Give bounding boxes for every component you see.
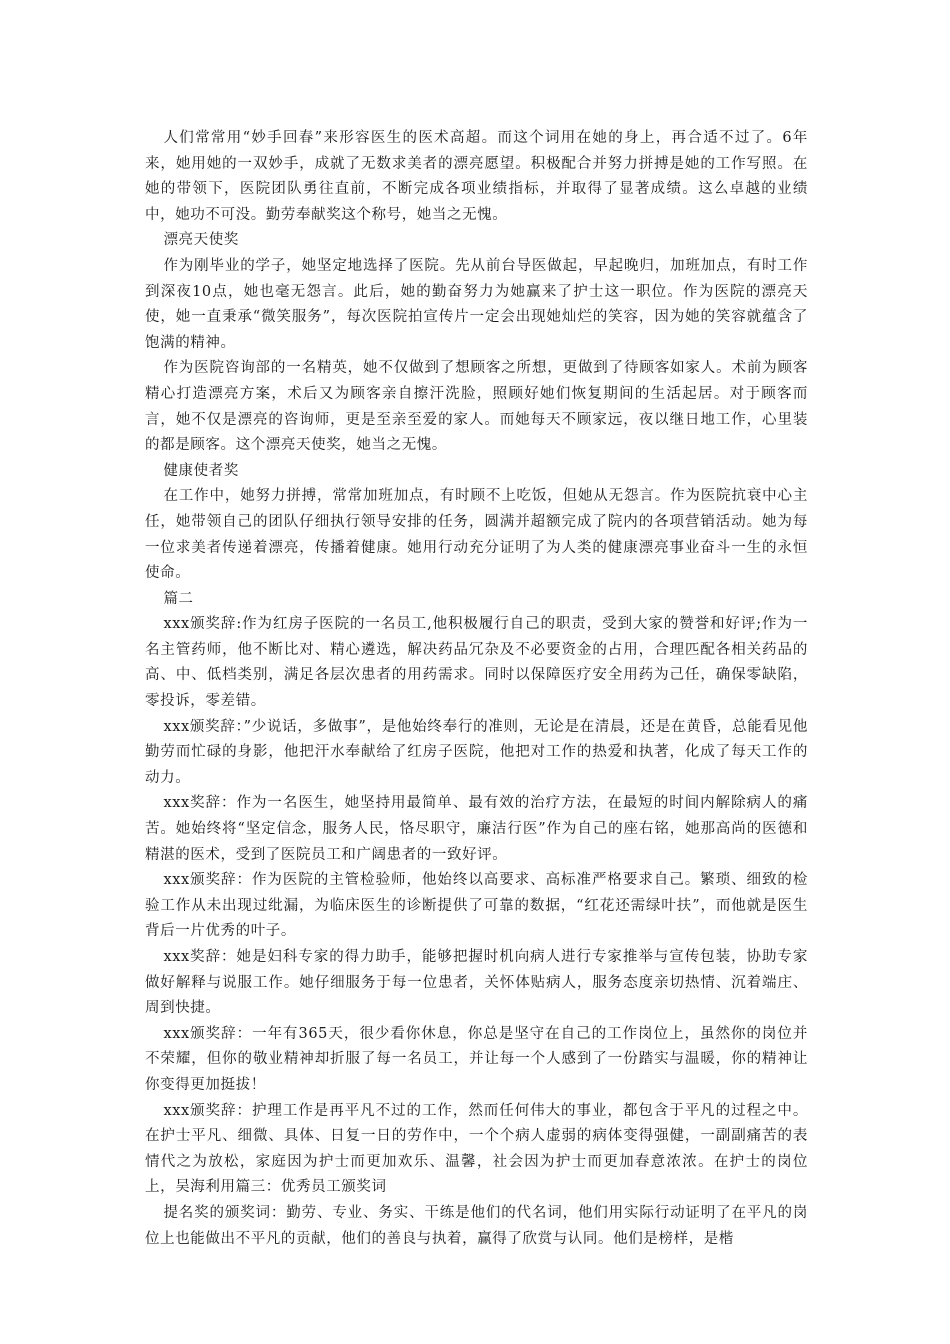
heading-health-envoy-award: 健康使者奖	[163, 462, 239, 479]
paragraph-beauty-angel-1: 作为刚毕业的学子，她坚定地选择了医院。先从前台导医做起，早起晚归，加班加点，有时工作到深夜10点，她也毫无怨言。此后，她的勤奋努力为她赢来了护士这一职位。作为医院的漂亮天使，她一直秉承“微笑服务”，每次医院拍宣传片一定会出现她灿烂的笑容，因为她的笑容就蕴含了饱满的精神。	[145, 257, 808, 351]
paragraph-health-envoy: 在工作中，她努力拼搏，常常加班加点，有时顾不上吃饭，但她从无怨言。作为医院抗衰中心主任，她带领自己的团队仔细执行领导安排的任务，圆满并超额完成了院内的各项营销活动。她为每一位求美者传递着漂亮，传播着健康。她用行动充分证明了为人类的健康漂亮事业奋斗一生的永恒使命。	[145, 488, 808, 582]
paragraph-award-assistant: xxx奖辞：她是妇科专家的得力助手，能够把握时机向病人进行专家推举与宣传包装，协助专家做好解释与说服工作。她仔细服务于每一位患者，关怀体贴病人，服务态度亲切热情、沉着端庄、周到快捷。	[145, 949, 808, 1017]
paragraph-intro: 人们常常用“妙手回春”来形容医生的医术高超。而这个词用在她的身上，再合适不过了。6年来，她用她的一双妙手，成就了无数求美者的漂亮愿望。积极配合并努力拼搏是她的工作写照。在她的带领下，医院团队勇往直前，不断完成各项业绩指标，并取得了显著成绩。这么卓越的业绩中，她功不可没。勤劳奉献奖这个称号，她当之无愧。	[145, 130, 808, 223]
paragraph-award-pharmacist: xxx颁奖辞:作为红房子医院的一名员工,他积极履行自己的职责，受到大家的赞誉和好评;作为一名主管药师，他不断比对、精心遴选，解决药品冗杂及不必要资金的占用，合理匹配各相关药品的高、中、低档类别，满足各层次患者的用药需求。同时以保障医疗安全用药为己任，确保零缺陷，零投诉，零差错。	[145, 616, 808, 710]
paragraph-nomination-award: 提名奖的颁奖词：勤劳、专业、务实、干练是他们的代名词，他们用实际行动证明了在平凡的岗位上也能做出不平凡的贡献，他们的善良与执着，赢得了欣赏与认同。他们是榜样，是楷	[145, 1204, 808, 1247]
paragraph-award-doctor: xxx奖辞：作为一名医生，她坚持用最简单、最有效的治疗方法，在最短的时间内解除病人的痛苦。她始终将“坚定信念，服务人民，恪尽职守，廉洁行医”作为自己的座右铭，她那高尚的医德和精湛的医术，受到了医院员工和广阔患者的一致好评。	[145, 795, 808, 863]
paragraph-award-lab-technician: xxx颁奖辞：作为医院的主管检验师，他始终以高要求、高标准严格要求自己。繁琐、细致的检验工作从未出现过纰漏，为临床医生的诊断提供了可靠的数据，“红花还需绿叶扶”，而他就是医生背后一片优秀的叶子。	[145, 872, 808, 940]
heading-beauty-angel-award: 漂亮天使奖	[163, 232, 239, 249]
document-body	[145, 126, 808, 1252]
heading-part-two: 篇二	[163, 590, 194, 607]
paragraph-award-nursing: xxx颁奖辞：护理工作是再平凡不过的工作，然而任何伟大的事业，都包含于平凡的过程之中。在护士平凡、细微、具体、日复一日的劳作中，一个个病人虚弱的病体变得强健，一副副痛苦的表情代之为放松，家庭因为护士而更加欢乐、温馨，社会因为护士而更加春意浓浓。在护士的岗位上，吴海利用篇三：优秀员工颁奖词	[145, 1102, 808, 1196]
paragraph-award-diligent: xxx颁奖辞：”少说话，多做事”，是他始终奉行的准则，无论是在清晨，还是在黄昏，总能看见他勤劳而忙碌的身影，他把汗水奉献给了红房子医院，他把对工作的热爱和执著，化成了每天工作的动力。	[145, 718, 808, 786]
paragraph-award-dedication: xxx颁奖辞：一年有365天，很少看你休息，你总是坚守在自己的工作岗位上，虽然你的岗位并不荣耀，但你的敬业精神却折服了每一名员工，并让每一个人感到了一份踏实与温暖，你的精神让你变得更加挺拔！	[145, 1025, 808, 1093]
paragraph-beauty-angel-2: 作为医院咨询部的一名精英，她不仅做到了想顾客之所想，更做到了待顾客如家人。术前为顾客精心打造漂亮方案，术后又为顾客亲自擦汗洗脸，照顾好她们恢复期间的生活起居。对于顾客而言，她不仅是漂亮的咨询师，更是至亲至爱的家人。而她每天不顾家远，夜以继日地工作，心里装的都是顾客。这个漂亮天使奖，她当之无愧。	[145, 360, 808, 454]
